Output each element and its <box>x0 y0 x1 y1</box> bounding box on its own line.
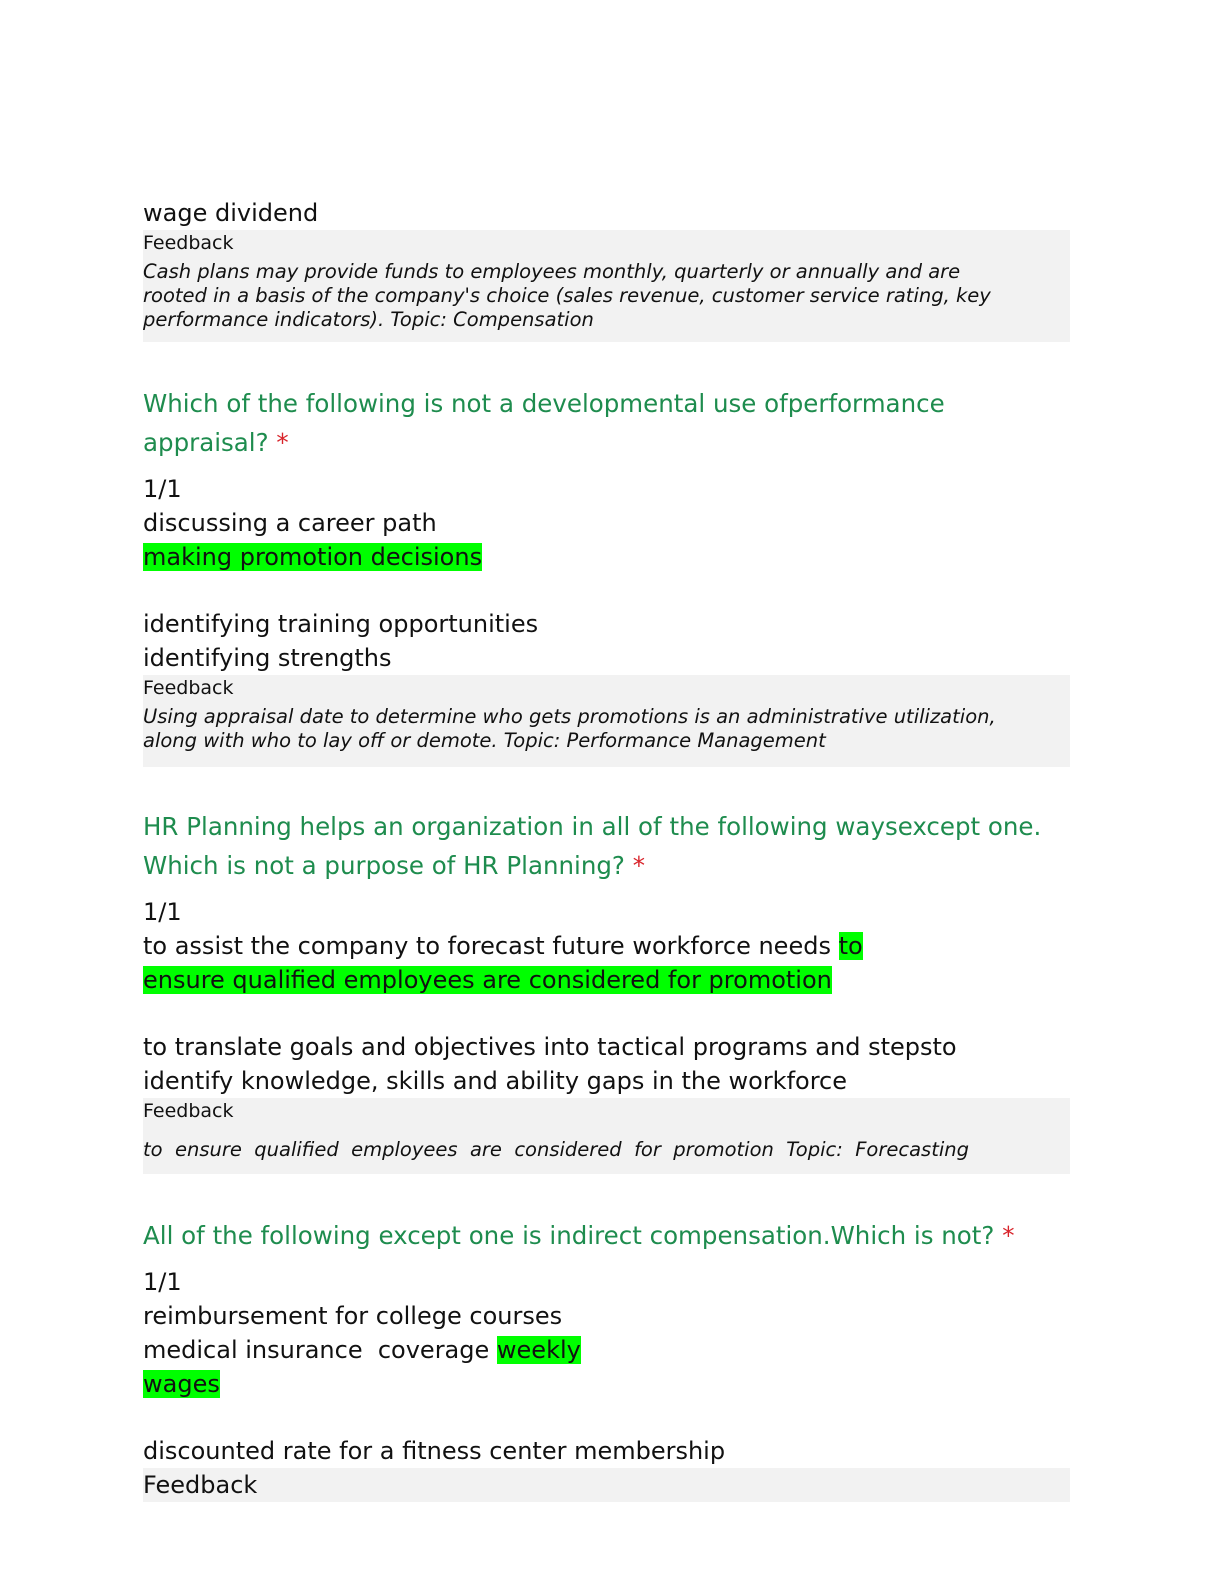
answer-option: to translate goals and objectives into tactical programs and stepsto <box>143 1033 957 1061</box>
correct-answer-highlight: ensure qualified employees are considered for promotion <box>143 966 832 994</box>
correct-answer-highlight: wages <box>143 1370 220 1398</box>
question-line: appraisal? <box>143 428 269 457</box>
feedback-text <box>143 260 1070 342</box>
answer-option-correct <box>143 1367 1070 1401</box>
form-page <box>143 196 1070 1502</box>
answer-option: identifying training opportunities <box>143 610 539 638</box>
feedback-line: performance indicators). Topic: Compensation <box>143 308 594 331</box>
question-title <box>143 1216 1070 1255</box>
required-asterisk: * <box>632 851 645 880</box>
answer-option: wage dividend <box>143 199 319 227</box>
feedback-text <box>143 1128 1070 1174</box>
score: 1/1 <box>143 1268 182 1296</box>
answer-option: identify knowledge, skills and ability gaps in the workforce <box>143 1067 848 1095</box>
score: 1/1 <box>143 898 182 926</box>
required-asterisk: * <box>276 428 289 457</box>
question-line: All of the following except one is indirect compensation.Which is not? <box>143 1221 995 1250</box>
correct-answer-highlight: to <box>838 932 863 960</box>
answer-option-correct <box>143 963 1070 997</box>
answer-option-text: to assist the company to forecast future workforce needs <box>143 932 839 960</box>
feedback-label: Feedback <box>143 1098 1070 1128</box>
answer-option-correct <box>143 540 1070 574</box>
feedback-label: Feedback <box>143 230 1070 260</box>
answer-option <box>143 929 1070 963</box>
answer-option: discussing a career path <box>143 509 437 537</box>
answer-option-text: medical insurance coverage <box>143 1336 497 1364</box>
feedback-label: Feedback <box>143 675 1070 705</box>
question-line: Which is not a purpose of HR Planning? <box>143 851 625 880</box>
correct-answer-highlight: weekly <box>496 1336 581 1364</box>
answer-option: reimbursement for college courses <box>143 1302 563 1330</box>
required-asterisk: * <box>1002 1221 1015 1250</box>
question-title <box>143 384 1070 462</box>
feedback-line: rooted in a basis of the company's choice (sales revenue, customer service rating, key <box>143 284 991 307</box>
answer-option: discounted rate for a fitness center membership <box>143 1437 726 1465</box>
feedback-line: Using appraisal date to determine who gets promotions is an administrative utilization, <box>143 705 996 728</box>
answer-option: identifying strengths <box>143 644 392 672</box>
feedback-label: Feedback <box>143 1468 1070 1502</box>
answer-option <box>143 1333 1070 1367</box>
feedback-text <box>143 705 1070 767</box>
feedback-line: along with who to lay off or demote. Topic: Performance Management <box>143 729 826 752</box>
score: 1/1 <box>143 475 182 503</box>
question-line: HR Planning helps an organization in all of the following waysexcept one. <box>143 812 1042 841</box>
question-line: Which of the following is not a developmental use ofperformance <box>143 389 945 418</box>
correct-answer-highlight: making promotion decisions <box>143 543 483 571</box>
feedback-line: to ensure qualified employees are considered for promotion Topic: Forecasting <box>143 1138 969 1161</box>
feedback-line: Cash plans may provide funds to employees monthly, quarterly or annually and are <box>143 260 961 283</box>
question-title <box>143 807 1070 885</box>
